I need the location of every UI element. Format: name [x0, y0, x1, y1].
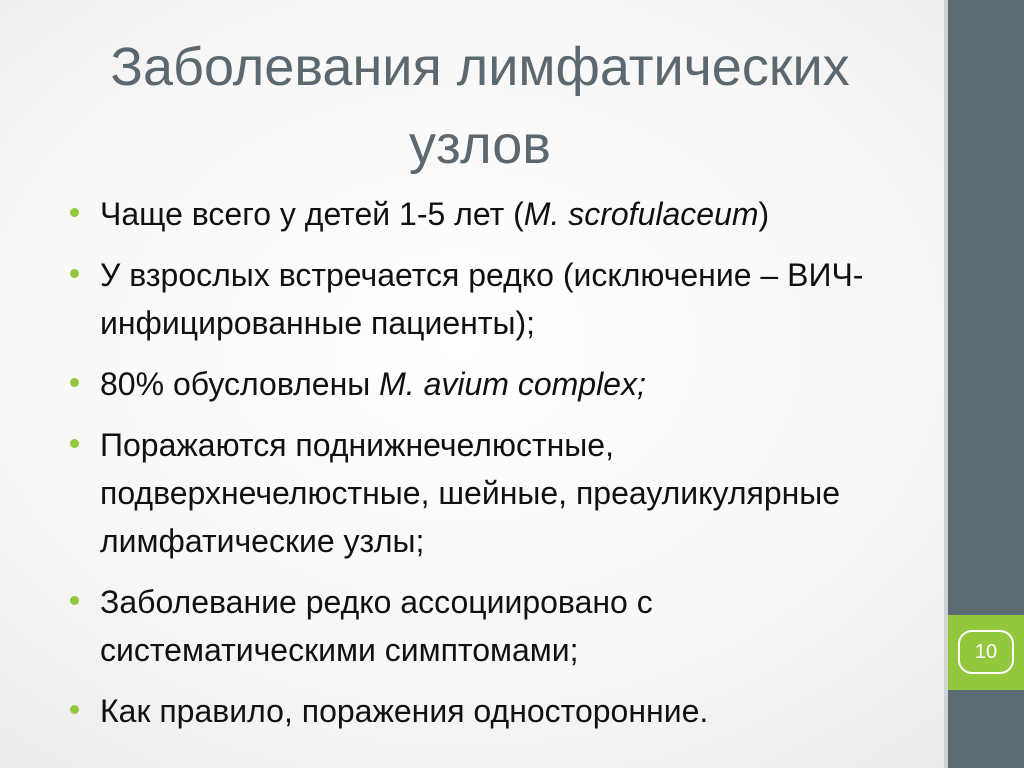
bullet-item-5: [70, 578, 890, 674]
bullet-dot-icon: [70, 705, 79, 714]
bullet-item-1: [70, 190, 890, 238]
bullet-text: [100, 366, 646, 402]
text-run: Как правило, поражения односторонние.: [100, 693, 709, 729]
text-run: Чаще всего у детей 1-5 лет (: [100, 196, 524, 232]
text-run: У взрослых встречается редко (исключение – ВИЧ-инфицированные пациенты);: [100, 257, 864, 341]
bullet-dot-icon: [70, 439, 79, 448]
italic-text: M. scrofulaceum: [523, 196, 759, 232]
bullet-item-3: [70, 360, 890, 408]
bullet-dot-icon: [70, 269, 79, 278]
text-run: Заболевание редко ассоциировано с систематическими симптомами;: [100, 584, 653, 668]
italic-text: M. avium complex;: [379, 366, 646, 402]
bullet-dot-icon: [70, 208, 79, 217]
text-run: 80% обусловлены: [100, 366, 380, 402]
page-number-badge: [948, 615, 1024, 690]
bullet-item-4: [70, 421, 890, 565]
slide-title: Заболевания лимфатических узлов: [110, 37, 850, 175]
bullet-text: [100, 427, 840, 559]
bullet-item-6: [70, 687, 890, 735]
page-number: 10: [974, 641, 998, 663]
bullet-text: [100, 196, 769, 232]
text-run: ): [758, 196, 770, 232]
bullet-item-2: [70, 251, 890, 347]
bullet-dot-icon: [70, 378, 79, 387]
bullet-dot-icon: [70, 596, 79, 605]
bullet-text: [100, 693, 708, 729]
bullet-list: [70, 190, 890, 748]
bullet-text: [100, 257, 863, 341]
text-run: Поражаются поднижнечелюстные, подверхнечелюстные, шейные, преауликулярные лимфатические узлы;: [100, 427, 841, 559]
bullet-text: [100, 584, 653, 668]
